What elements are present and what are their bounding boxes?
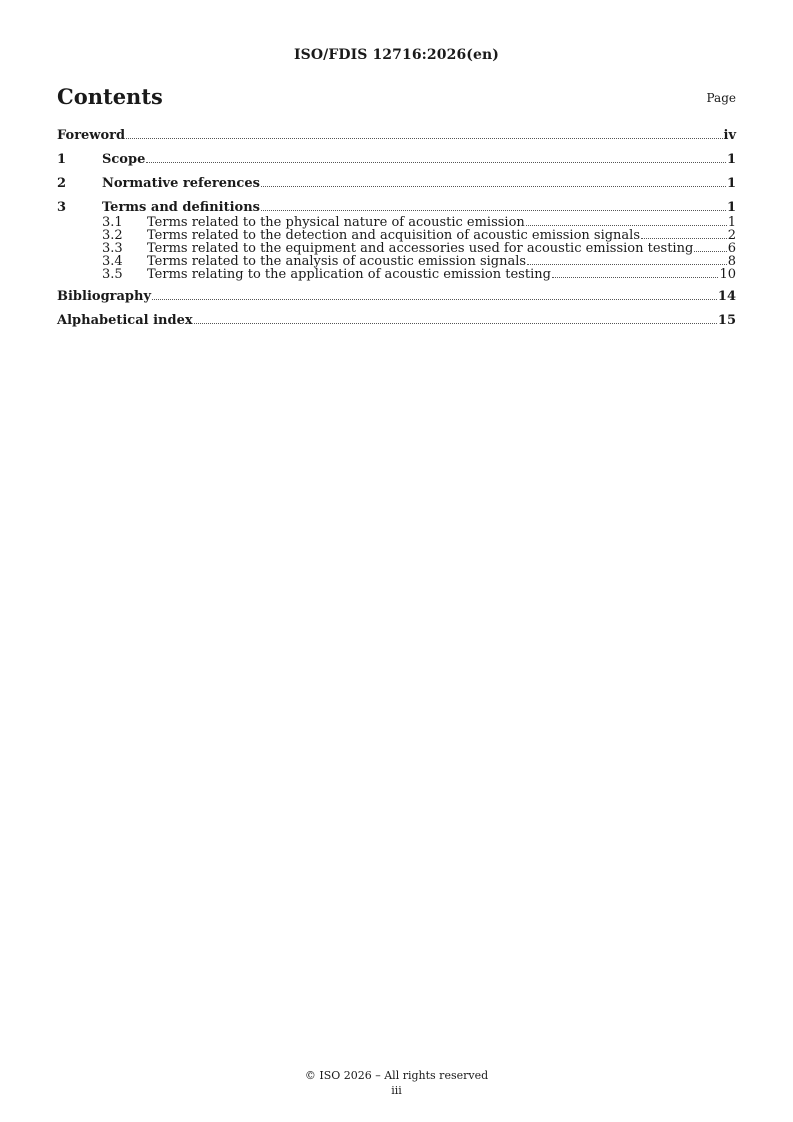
toc-entry-normative-references[interactable] [57,176,736,192]
dot-leader [126,137,722,139]
document-identifier: ISO/FDIS 12716:2026(en) [293,47,500,63]
toc-entry-title: Bibliography [57,289,152,304]
dot-leader [527,263,727,265]
dot-leader [194,322,717,324]
toc-entry-number: 1 [57,152,67,167]
toc-entry-page: 6 [727,241,736,256]
toc-entry-title: Alphabetical index [57,313,193,328]
toc-entry-page: 1 [726,176,736,191]
toc-entry-title: Normative references [102,176,260,191]
toc-entry-number: 2 [57,176,67,191]
toc-entry-page: 14 [717,289,736,304]
toc-subentry-3-5[interactable] [57,268,736,281]
table-of-contents [57,128,736,329]
toc-entry-terms-and-definitions[interactable] [57,200,736,216]
toc-entry-title: Terms related to the analysis of acoustic emission signals [147,254,527,269]
toc-entry-number: 3.4 [102,254,123,269]
toc-entry-page: 1 [726,152,736,167]
toc-entry-number: 3.3 [102,241,123,256]
toc-entry-title: Terms related to the detection and acquisition of acoustic emission signals [147,228,641,243]
toc-entry-title: Terms related to the equipment and accessories used for acoustic emission testing [147,241,694,256]
toc-entry-title: Scope [102,152,146,167]
toc-entry-title: Terms relating to the application of acoustic emission testing [147,267,551,282]
toc-entry-number: 3.1 [102,215,123,230]
dot-leader [146,161,726,163]
toc-entry-page: 1 [727,215,736,230]
toc-entry-title: Terms related to the physical nature of acoustic emission [147,215,525,230]
toc-entry-page: 10 [719,267,736,282]
toc-entry-bibliography[interactable] [57,289,736,305]
toc-entry-number: 3.2 [102,228,123,243]
dot-leader [641,237,727,239]
page-number: iii [391,1084,402,1097]
dot-leader [152,298,717,300]
dot-leader [261,185,726,187]
toc-entry-alphabetical-index[interactable] [57,313,736,329]
toc-entry-foreword[interactable] [57,128,736,144]
toc-entry-page: 2 [727,228,736,243]
toc-entry-number: 3.5 [102,267,123,282]
copyright-notice: © ISO 2026 – All rights reserved [304,1069,489,1082]
dot-leader [694,250,726,252]
toc-entry-title: Terms and definitions [102,200,260,215]
dot-leader [552,276,719,278]
toc-entry-scope[interactable] [57,152,736,168]
page-column-label: Page [706,91,736,105]
toc-entry-number: 3 [57,200,67,215]
page-footer [0,1068,793,1098]
toc-entry-title: Foreword [57,128,126,143]
toc-entry-page: 1 [726,200,736,215]
toc-entry-page: 8 [727,254,736,269]
toc-entry-page: 15 [717,313,736,328]
dot-leader [526,224,727,226]
contents-heading: Contents [57,84,163,109]
dot-leader [261,209,726,211]
toc-entry-page: iv [723,128,736,143]
